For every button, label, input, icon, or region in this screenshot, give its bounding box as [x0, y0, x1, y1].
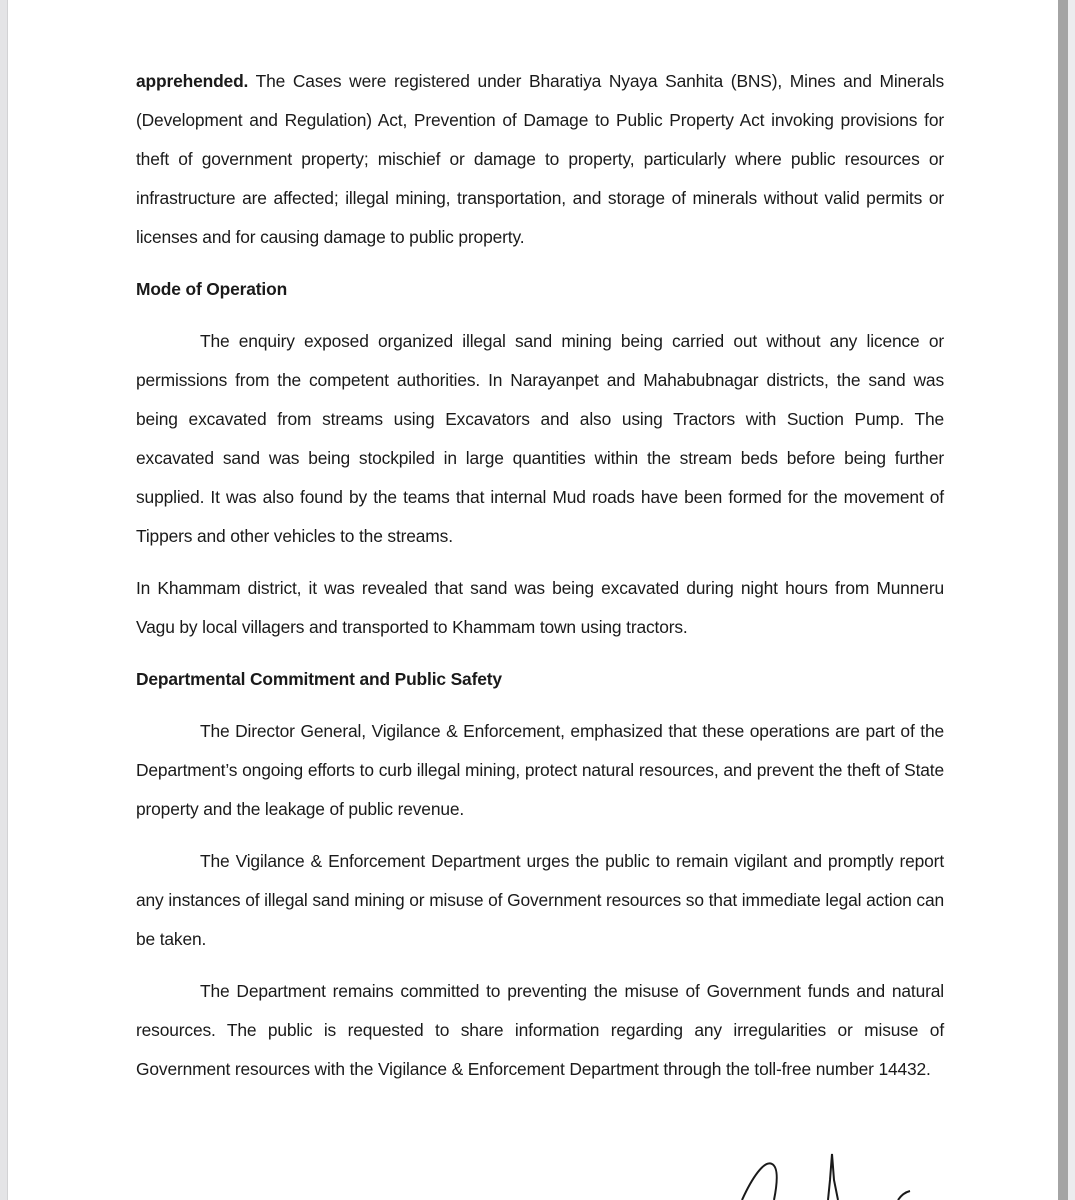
document-body	[136, 62, 944, 1089]
paragraph-enquiry: The enquiry exposed organized illegal sand mining being carried out without any licence or permissions from the competent authorities. In Narayanpet and Mahabubnagar districts, the sand was being excavated from streams using Excavators and also using Tractors with Suction Pump. The excavated sand was being stockpiled in large quantities within the stream beds before being further supplied. It was also found by the teams that internal Mud roads have been formed for the movement of Tippers and other vehicles to the streams.	[136, 331, 944, 546]
paragraph-cases-registered	[136, 62, 944, 257]
paragraph-public-urge: The Vigilance & Enforcement Department urges the public to remain vigilant and promptly report any instances of illegal sand mining or misuse of Government resources so that immediate legal action can be taken.	[136, 851, 944, 949]
paragraph-khammam: In Khammam district, it was revealed that sand was being excavated during night hours from Munneru Vagu by local villagers and transported to Khammam town using tractors.	[136, 578, 944, 637]
page-left-edge	[0, 0, 8, 1200]
section-heading-departmental-commitment: Departmental Commitment and Public Safety	[136, 669, 502, 689]
page-right-edge	[1068, 0, 1075, 1200]
page-right-border	[1058, 0, 1068, 1200]
section-heading-mode-of-operation: Mode of Operation	[136, 279, 288, 299]
lead-bold-text: apprehended.	[136, 71, 249, 91]
paragraph-toll-free: The Department remains committed to preventing the misuse of Government funds and natural resources. The public is requested to share information regarding any irregularities or misuse of Government resources with the Vigilance & Enforcement Department through the toll-free number 14432.	[136, 981, 944, 1079]
document-page	[8, 0, 1058, 1200]
signature-icon	[738, 1150, 938, 1200]
paragraph-director-general: The Director General, Vigilance & Enforcement, emphasized that these operations are part of the Department’s ongoing efforts to curb illegal mining, protect natural resources, and prevent the theft of State property and the leakage of public revenue.	[136, 721, 944, 819]
paragraph-text: The Cases were registered under Bharatiya Nyaya Sanhita (BNS), Mines and Minerals (Development and Regulation) Act, Prevention of Damage to Public Property Act invoking provisions for theft of government property; mischief or damage to property, particularly where public resources or infrastructure are affected; illegal mining, transportation, and storage of minerals without valid permits or licenses and for causing damage to public property.	[136, 71, 944, 247]
